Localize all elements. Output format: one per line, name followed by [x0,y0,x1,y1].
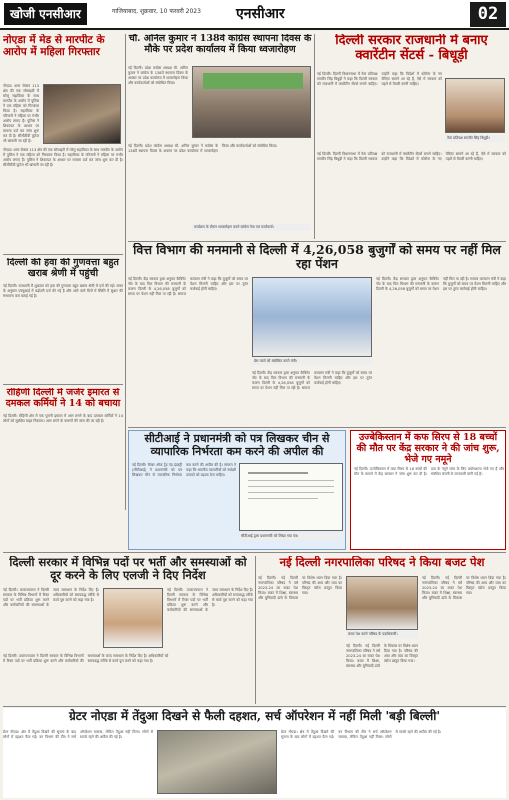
story-body: नई दिल्ली। केंद्र सरकार द्वारा अनुमत कैबिनेट नोट के बाद वित्त विभाग की मनमानी के कारण दिल्ली के 4,26,058 बुजुर्गों को समय पर पेंशन नहीं मिल पा रही है। समाज कल्याण मंत्री ने कहा कि बुजुर्गों को समय पर पेंशन मिलनी चाहिए और इस पर तुरंत कार्रवाई होनी चाहिए। [128,277,248,296]
budget-photo [346,576,418,630]
photo-caption: प्रेस वार्ता को संबोधित करते मंत्री। [252,358,372,365]
divider [3,384,123,385]
headline: उज्बेकिस्तान में कफ सिरप से 18 बच्चों की मौत पर केंद्र सरकार ने की जांच शुरू, भेजे गए नमूने [356,432,500,465]
headline: नोएडा में मेड से मारपीट के आरोप में महिला गिरफ्तार [3,34,105,59]
story-body-more: नई दिल्ली। दिल्ली विधानसभा में नेता प्रतिपक्ष रामवीर सिंह बिधूड़ी ने कहा कि दिल्ली सरकार को राजधानी में क्वारेंटीन सेंटर्स बनाने चाहिए। उन्होंने कहा कि विदेशों में कोरोना के नए वेरिएंट सामने आ रहे हैं, ऐसे में सरकार को पहले से तैयारी करनी चाहिए। [317,152,506,161]
story-leopard [3,708,506,798]
story-body-more: नई दिल्ली। नई दिल्ली नगरपालिका परिषद ने वर्ष 2023-24 का बजट पेश किया। बजट में शिक्षा, स्वास्थ्य और बुनियादी ढांचे के विकास पर विशेष ध्यान दिया गया है। परिषद की आय और व्यय का विस्तृत ब्योरा प्रस्तुत किया गया। [346,644,418,668]
story-body: नई दिल्ली। चैम्बर ऑफ ट्रेड एंड इंडस्ट्री (सीटीआई) ने प्रधानमंत्री को पत्र लिखकर चीन से व्यापारिक निर्भरता कम करने की अपील की है। संगठन ने कहा कि भारतीय व्यापारियों को स्वदेशी उत्पादों को बढ़ावा देना चाहिए। [132,463,236,477]
story-body-more: नई दिल्ली। केंद्र सरकार द्वारा अनुमत कैबिनेट नोट के बाद वित्त विभाग की मनमानी के कारण दिल्ली के 4,26,058 बुजुर्गों को समय पर पेंशन नहीं मिल पा रही है। समाज कल्याण मंत्री ने कहा कि बुजुर्गों को समय पर पेंशन मिलनी चाहिए और इस पर तुरंत कार्रवाई होनी चाहिए। [376,277,506,291]
story-body-more: नई दिल्ली। उपराज्यपाल ने दिल्ली सरकार के विभिन्न विभागों में रिक्त पदों पर भर्ती प्रक्रिया शुरू करने और कर्मचारियों की समस्याओं के जल्द समाधान के निर्देश दिए हैं। अधिकारियों को समयबद्ध तरीके से कार्य पूरा करने को कहा गया है। [3,654,169,663]
story-body: नई दिल्ली। रोहिणी क्षेत्र में एक पुरानी इमारत में आग लगने के बाद दमकल कर्मियों ने 14 लोगों को सुरक्षित बाहर निकाला। आग लगने के कारणों की जांच की जा रही है। [3,413,123,423]
story-body: नई दिल्ली। प्रदेश कांग्रेस अध्यक्ष चौ. अनिल कुमार ने कांग्रेस के 138वें स्थापना दिवस के अवसर पर प्रदेश कार्यालय में ध्वजारोहण किया और कार्यकर्ताओं को संबोधित किया। [128,66,188,85]
headline: ग्रेटर नोएडा में तेंदुआ दिखने से फैली दहशत, सर्च ऑपरेशन में नहीं मिली 'बड़ी बिल्ली' [68,709,441,723]
photo-caption: बजट पेश करते परिषद के पदाधिकारी। [346,631,418,638]
story-body-more: नई दिल्ली। उपराज्यपाल ने दिल्ली सरकार के विभिन्न विभागों में रिक्त पदों पर भर्ती प्रक्रिया शुरू करने और कर्मचारियों की समस्याओं के जल्द समाधान के निर्देश दिए हैं। अधिकारियों को समयबद्ध तरीके से कार्य पूरा करने को कहा गया है। [167,588,253,612]
story-cti [128,430,346,550]
column-rule [255,556,256,704]
bidhuri-photo [445,78,505,133]
photo-caption: कार्यक्रम के दौरान ध्वजारोहण करते कांग्रेस नेता एवं कार्यकर्ता। [192,224,311,231]
story-budget [258,556,506,704]
story-body-more: नई दिल्ली। केंद्र सरकार द्वारा अनुमत कैबिनेट नोट के बाद वित्त विभाग की मनमानी के कारण दिल्ली के 4,26,058 बुजुर्गों को समय पर पेंशन नहीं मिल पा रही है। समाज कल्याण मंत्री ने कहा कि बुजुर्गों को समय पर पेंशन मिलनी चाहिए और इस पर तुरंत कार्रवाई होनी चाहिए। [252,371,372,390]
story-body-more: नई दिल्ली। प्रदेश कांग्रेस अध्यक्ष चौ. अनिल कुमार ने कांग्रेस के 138वें स्थापना दिवस के अवसर पर प्रदेश कार्यालय में ध्वजारोहण किया और कार्यकर्ताओं को संबोधित किया। [128,144,278,153]
story-body: नई दिल्ली। उज्बेकिस्तान में कफ सिरप से 18 बच्चों की मौत के मामले में केंद्र सरकार ने जांच शुरू कर दी है। दवा के नमूने जांच के लिए प्रयोगशाला भेजे गए हैं और संबंधित कंपनी से जानकारी मांगी गई है। [354,467,504,476]
column-rule [125,34,126,510]
divider [3,254,123,255]
headline: दिल्ली सरकार में विभिन्न पदों पर भर्ती और समस्याओं को दूर करने के लिए एलजी ने दिए निर्देश [9,556,247,583]
column-rule [314,34,315,239]
story-body: नई दिल्ली। राजधानी में शुक्रवार को हवा की गुणवत्ता बहुत खराब श्रेणी में दर्ज की गई। सफर के अनुसार एक्यूआई में बढ़ोतरी दर्ज की गई है और आने वाले दिनों में स्थिति में सुधार की संभावना कम बताई गई है। [3,283,123,298]
story-quarantine [317,34,506,239]
story-body-more: ग्रेटर नोएडा। क्षेत्र में तेंदुआ दिखने की सूचना के बाद लोगों में दहशत फैल गई। वन विभाग की टीम ने सर्च ऑपरेशन चलाया, लेकिन तेंदुआ नहीं मिला। लोगों से सतर्क रहने की अपील की गई है। [281,730,442,739]
story-body: नोएडा। थाना सेक्टर 113 क्षेत्र की एक सोसाइटी में घरेलू सहायिका के साथ मारपीट के आरोप में पुलिस ने एक महिला को गिरफ्तार किया है। सहायिका के परिजनों ने महिला पर गंभीर आरोप लगाए हैं। पुलिस ने शिकायत के आधार पर मामला दर्ज कर जांच शुरू कर दी है। सीसीटीवी फुटेज भी खंगाली जा रही है। [3,148,123,167]
masthead [0,0,509,30]
headline: दिल्ली सरकार राजधानी में बनाए क्वारेंटीन सेंटर्स - बिधूड़ी [335,34,488,63]
story-body: नई दिल्ली। दिल्ली विधानसभा में नेता प्रतिपक्ष रामवीर सिंह बिधूड़ी ने कहा कि दिल्ली सरकार को राजधानी में क्वारेंटीन सेंटर्स बनाने चाहिए। उन्होंने कहा कि विदेशों में कोरोना के नए वेरिएंट सामने आ रहे हैं, ऐसे में सरकार को पहले से तैयारी करनी चाहिए। [317,72,442,86]
story-uzbekistan [350,430,506,550]
photo-caption: नेता प्रतिपक्ष रामवीर सिंह बिधूड़ी। [445,135,505,142]
divider [3,706,506,707]
section-title: एनसीआर [236,6,285,22]
headline: चौ. अनिल कुमार ने 138वें कांग्रेस स्थापना दिवस के मौके पर प्रदेश कार्यालय में किया ध्वजारोहण [128,34,312,55]
headline: रोहिणी दिल्ली में जर्जर इमारत से दमकल कर्मियों ने 14 को बचाया [5,388,121,409]
leopard-photo [157,730,277,794]
story-anil-kumar [128,34,312,239]
story-body: नई दिल्ली। नई दिल्ली नगरपालिका परिषद ने वर्ष 2023-24 का बजट पेश किया। बजट में शिक्षा, स्वास्थ्य और बुनियादी ढांचे के विकास पर विशेष ध्यान दिया गया है। परिषद की आय और व्यय का विस्तृत ब्योरा प्रस्तुत किया गया। [258,576,342,600]
story-noida [3,34,123,252]
story-body-side: नोएडा। थाना सेक्टर 113 क्षेत्र की एक सोसाइटी में घरेलू सहायिका के साथ मारपीट के आरोप में पुलिस ने एक महिला को गिरफ्तार किया है। सहायिका के परिजनों ने महिला पर गंभीर आरोप लगाए हैं। पुलिस ने शिकायत के आधार पर मामला दर्ज कर जांच शुरू कर दी है। सीसीटीवी फुटेज भी खंगाली जा रही है। [3,84,39,143]
divider [128,241,506,242]
anil-event-photo [192,66,311,138]
story-body-more: नई दिल्ली। नई दिल्ली नगरपालिका परिषद ने वर्ष 2023-24 का बजट पेश किया। बजट में शिक्षा, स्वास्थ्य और बुनियादी ढांचे के विकास पर विशेष ध्यान दिया गया है। परिषद की आय और व्यय का विस्तृत ब्योरा प्रस्तुत किया गया। [422,576,506,600]
headline: सीटीआई ने प्रधानमंत्री को पत्र लिखकर चीन से व्यापारिक निर्भरता कम करने की अपील की [144,432,330,458]
flag-icon [203,73,303,89]
page-number: 02 [470,2,506,27]
story-fire [3,388,123,510]
story-recruitment [3,556,253,704]
letter-photo [239,463,343,531]
lg-photo [103,588,163,648]
headline: दिल्ली की हवा की गुणवत्ता बहुत खराब श्रेणी में पहुंची [7,258,119,279]
headline: वित्त विभाग की मनमानी से दिल्ली में 4,26,058 बुजुर्गों को समय पर नहीं मिल रहा पेंशन [133,243,501,272]
photo-caption: सीटीआई द्वारा प्रधानमंत्री को लिखा गया पत्र। [239,533,343,540]
story-body: ग्रेटर नोएडा। क्षेत्र में तेंदुआ दिखने की सूचना के बाद लोगों में दहशत फैल गई। वन विभाग की टीम ने सर्च ऑपरेशन चलाया, लेकिन तेंदुआ नहीं मिला। लोगों से सतर्क रहने की अपील की गई है। [3,730,153,739]
newspaper-logo: खोजी एनसीआर [4,3,87,25]
divider [3,552,506,553]
story-body: नई दिल्ली। उपराज्यपाल ने दिल्ली सरकार के विभिन्न विभागों में रिक्त पदों पर भर्ती प्रक्रिया शुरू करने और कर्मचारियों की समस्याओं के जल्द समाधान के निर्देश दिए हैं। अधिकारियों को समयबद्ध तरीके से कार्य पूरा करने को कहा गया है। [3,588,99,607]
divider [128,427,506,428]
story-delhi-air [3,258,123,382]
press-conference-photo [252,277,372,357]
issue-info: गाजियाबाद, शुक्रवार, 10 फरवरी 2023 [112,8,201,15]
headline: नई दिल्ली नगरपालिका परिषद ने किया बजट पेश [279,556,485,569]
story-pension [128,243,506,425]
noida-photo [43,84,121,144]
